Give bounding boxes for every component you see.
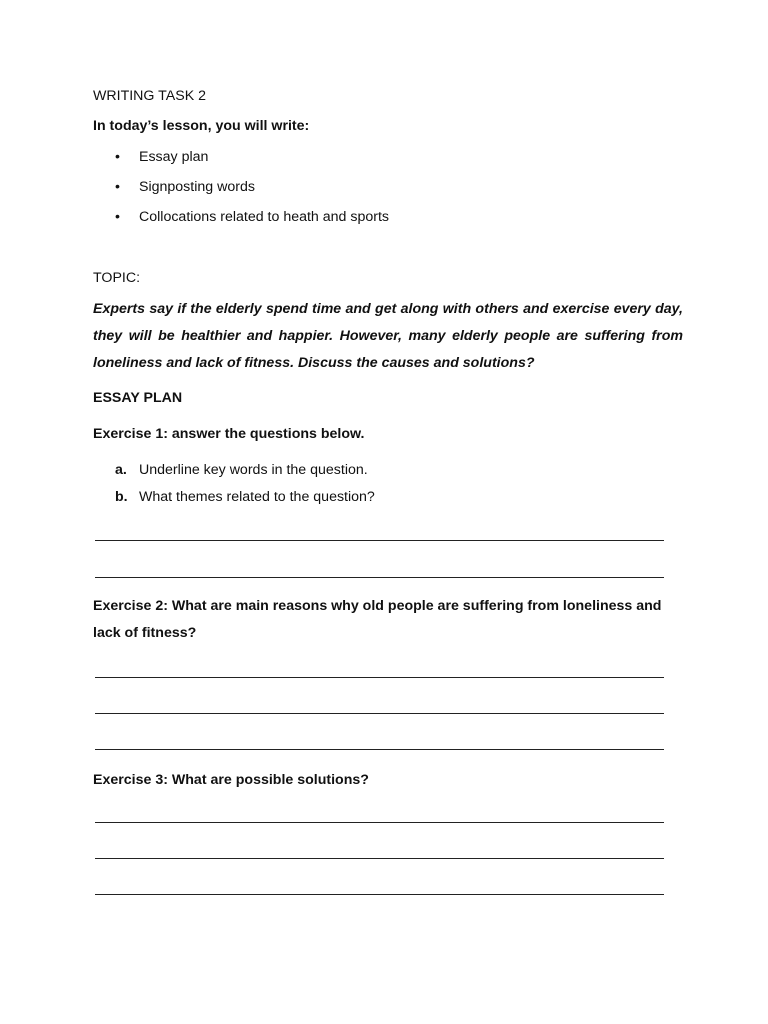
essay-plan-heading: ESSAY PLAN <box>93 390 183 406</box>
answer-line[interactable] <box>95 894 664 895</box>
list-marker: a. <box>115 462 127 478</box>
answer-line[interactable] <box>95 858 664 859</box>
answer-line[interactable] <box>95 749 664 750</box>
exercise-2-title: Exercise 2: What are main reasons why old people are suffering from loneliness and lack of fitness? <box>93 598 662 641</box>
list-item-text: Collocations related to heath and sports <box>139 209 390 225</box>
list-item-text: Essay plan <box>139 149 209 165</box>
answer-line[interactable] <box>95 677 664 678</box>
list-marker: b. <box>115 489 128 505</box>
topic-label: TOPIC: <box>93 270 141 286</box>
bullet-glyph: • <box>115 149 120 165</box>
lesson-intro: In today’s lesson, you will write: <box>93 118 310 134</box>
topic-question: Experts say if the elderly spend time and get along with others and exercise every day, they will be healthier and happier. However, many elderly people are suffering from loneliness and lack of fitness. Discuss the causes and solutions? <box>93 301 683 371</box>
exercise-3-title: Exercise 3: What are possible solutions? <box>93 772 369 788</box>
list-item-text: Underline key words in the question. <box>139 462 368 478</box>
answer-line[interactable] <box>95 540 664 541</box>
bullet-glyph: • <box>115 179 120 195</box>
answer-line[interactable] <box>95 822 664 823</box>
answer-line[interactable] <box>95 713 664 714</box>
answer-line[interactable] <box>95 577 664 578</box>
list-item-text: Signposting words <box>139 179 255 195</box>
list-item-text: What themes related to the question? <box>139 489 375 505</box>
task-title: WRITING TASK 2 <box>93 88 206 104</box>
worksheet-page <box>93 0 683 1024</box>
bullet-glyph: • <box>115 209 120 225</box>
exercise-1-title: Exercise 1: answer the questions below. <box>93 426 365 442</box>
